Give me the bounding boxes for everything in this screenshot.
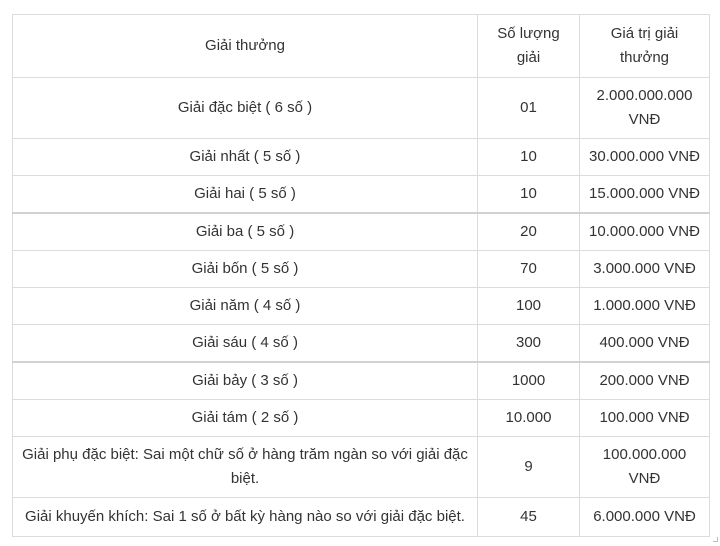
header-quantity: Số lượng giải	[478, 15, 580, 78]
prize-name-cell: Giải bốn ( 5 số )	[13, 251, 478, 288]
prize-quantity-cell: 1000	[478, 362, 580, 400]
prize-quantity-cell: 45	[478, 498, 580, 537]
prize-name-cell: Giải phụ đặc biệt: Sai một chữ số ở hàng trăm ngàn so với giải đặc biệt.	[13, 437, 478, 498]
header-prize: Giải thưởng	[13, 15, 478, 78]
prize-value-cell: 100.000.000 VNĐ	[580, 437, 710, 498]
prize-name-cell: Giải khuyến khích: Sai 1 số ở bất kỳ hàng nào so với giải đặc biệt.	[13, 498, 478, 537]
prize-value-cell: 10.000.000 VNĐ	[580, 213, 710, 251]
prize-value-cell: 3.000.000 VNĐ	[580, 251, 710, 288]
prize-value-cell: 15.000.000 VNĐ	[580, 176, 710, 214]
prize-value-cell: 30.000.000 VNĐ	[580, 139, 710, 176]
prize-name-cell: Giải sáu ( 4 số )	[13, 325, 478, 363]
table-row	[13, 251, 710, 288]
prize-quantity-cell: 10	[478, 139, 580, 176]
prize-name-cell: Giải năm ( 4 số )	[13, 288, 478, 325]
prize-table	[12, 14, 710, 537]
prize-quantity-cell: 10	[478, 176, 580, 214]
prize-quantity-cell: 01	[478, 78, 580, 139]
table-row	[13, 325, 710, 363]
table-row	[13, 139, 710, 176]
prize-quantity-cell: 100	[478, 288, 580, 325]
prize-quantity-cell: 9	[478, 437, 580, 498]
prize-quantity-cell: 20	[478, 213, 580, 251]
prize-value-cell: 400.000 VNĐ	[580, 325, 710, 363]
resize-corner	[713, 537, 718, 542]
table-row	[13, 213, 710, 251]
prize-quantity-cell: 10.000	[478, 400, 580, 437]
header-value: Giá trị giải thưởng	[580, 15, 710, 78]
prize-name-cell: Giải tám ( 2 số )	[13, 400, 478, 437]
table-header-row	[13, 15, 710, 78]
table-row	[13, 400, 710, 437]
prize-name-cell: Giải ba ( 5 số )	[13, 213, 478, 251]
prize-name-cell: Giải nhất ( 5 số )	[13, 139, 478, 176]
prize-value-cell: 2.000.000.000 VNĐ	[580, 78, 710, 139]
table-row	[13, 498, 710, 537]
prize-value-cell: 6.000.000 VNĐ	[580, 498, 710, 537]
prize-value-cell: 1.000.000 VNĐ	[580, 288, 710, 325]
table-row	[13, 176, 710, 214]
prize-name-cell: Giải hai ( 5 số )	[13, 176, 478, 214]
prize-quantity-cell: 300	[478, 325, 580, 363]
table-row	[13, 362, 710, 400]
prize-name-cell: Giải bảy ( 3 số )	[13, 362, 478, 400]
table-row	[13, 437, 710, 498]
prize-name-cell: Giải đặc biệt ( 6 số )	[13, 78, 478, 139]
prize-value-cell: 200.000 VNĐ	[580, 362, 710, 400]
prize-value-cell: 100.000 VNĐ	[580, 400, 710, 437]
table-row	[13, 78, 710, 139]
prize-quantity-cell: 70	[478, 251, 580, 288]
table-row	[13, 288, 710, 325]
